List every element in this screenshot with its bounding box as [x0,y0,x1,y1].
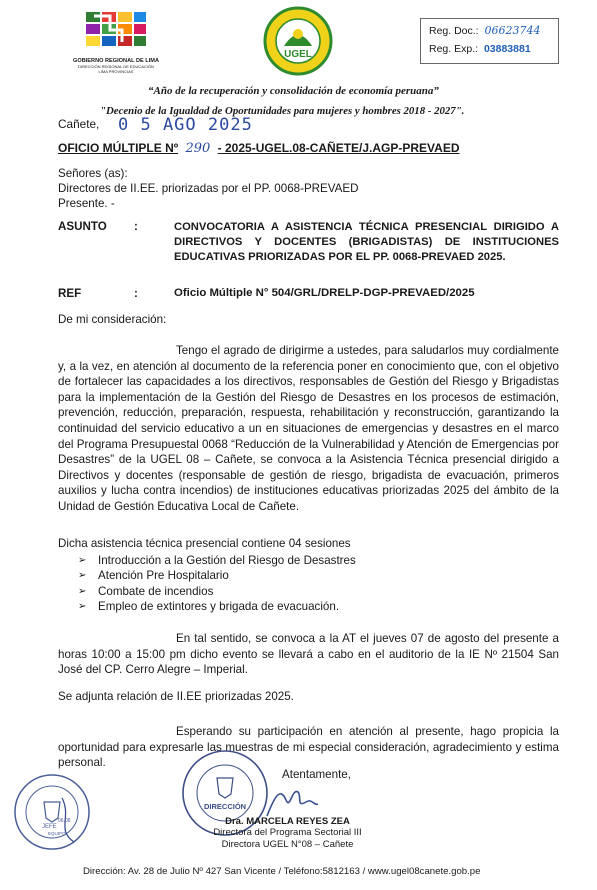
session-label: Empleo de extintores y brigada de evacuación. [98,600,340,614]
reg-doc-value: 06623744 [484,24,541,37]
signature-block [175,816,400,851]
sessions-list [78,553,356,615]
session-label: Introducción a la Gestión del Riesgo de Desastres [98,554,356,567]
ref-text: Oficio Múltiple N° 504/GRL/DRELP-DGP-PREVAED/2025 [174,287,475,299]
body-paragraph-3: Esperando su participación en atención al presente, hago propicia la oportunidad para expresarle las muestras de mi especial consideración, agradecimiento y estima personal. [58,725,559,770]
oficio-line [58,141,460,156]
body-paragraph-1: Tengo el agrado de dirigirme a ustedes, para saludarlos muy cordialmente y, a la vez, en atención al documento de la referencia poner en conocimiento que, con el objetivo de fortalecer las capacidades a los directivos, responsables de Gestión del Riesgo y Brigadistas para la implementación de la Gestión del Riesgo de Desastres en los procesos de estimación, prevención, reducción, preparación, respuesta, rehabilitación y reconstrucción, garantizando la continuidad del servicio educativo a un en situaciones de emergencias y desastres en el marco del Programa Presupuestal 0068 “Reducción de la Vulnerabilidad y Atención de Emergencias por Desastres” de la UGEL 08 – Cañete, se convoca a la Asistencia Técnica presencial dirigido a Directivos y docentes (responsable de gestión de riesgo, brigadista de evacuación, primeros auxilios y lucha contra incendios) de instituciones educativas priorizadas 2025 del ámbito de la Unidad de Gestión Educativa Local de Cañete. [58,344,559,513]
gob-sub1: DIRECCIÓN REGIONAL DE EDUCACIÓN [78,64,154,69]
reg-exp-label: Reg. Exp.: [429,43,479,55]
list-item [78,568,356,583]
year-name-line: “Año de la recuperación y consolidación de economía peruana” [148,85,439,97]
reg-doc-label: Reg. Doc.: [429,25,479,37]
session-label: Atención Pre Hospitalario [98,569,229,583]
oficio-suffix: - 2025-UGEL.08-CAÑETE/J.AGP-PREVAED [217,141,460,155]
arrow-bullet-icon: ➢ [78,555,87,566]
left-seal-date: 06.08 [58,818,71,824]
arrow-bullet-icon: ➢ [78,601,87,613]
sessions-intro: Dicha asistencia técnica presencial contiene 04 sesiones [58,537,351,550]
ref-label: REF [58,287,82,300]
signer-role-1: Directora del Programa Sectorial III [213,827,362,838]
date-stamp: 0 5 AGO 2025 [118,115,253,135]
gobierno-regional-logo [64,10,168,72]
oficio-number: 290 [185,141,211,156]
arrow-bullet-icon: ➢ [78,570,87,582]
decenio-line: "Decenio de la Igualdad de Oportunidades para mujeres y hombres 2018 - 2027". [100,105,465,117]
gob-sub2: LIMA PROVINCIAS [98,69,134,74]
oficio-prefix: OFICIO MÚLTIPLE Nº [58,141,179,155]
ugel-logo-text: UGEL [284,49,312,60]
body-paragraph-2: En tal sentido, se convoca a la AT el jueves 07 de agosto del presente a horas 10:00 a 15:00 pm dicho evento se llevará a cabo en el auditorio de la IE Nº 21504 San José del CP. Cerro Alegre – Imperial. [58,632,559,677]
asunto-label: ASUNTO [58,220,107,233]
ugel-logo [258,6,338,76]
gobierno-regional-emblem-icon [64,10,168,52]
list-item [78,599,356,614]
addressee-block [58,167,359,211]
left-visa-seal [12,772,92,852]
place: Cañete, [58,117,100,131]
attachment-note: Se adjunta relación de II.EE priorizadas 2025. [58,690,294,703]
ugel-seal-icon [258,6,338,76]
list-item [78,553,356,568]
asunto-text: CONVOCATORIA A ASISTENCIA TÉCNICA PRESENCIAL DIRIGIDO A DIRECTIVOS Y DOCENTES (BRIGADISTAS) DE INSTITUCIONES EDUCATIVAS PRIORIZADAS POR EL PP. 0068-PREVAED 2025. [174,221,559,264]
registration-box [420,18,559,64]
arrow-bullet-icon: ➢ [78,585,87,597]
ref-colon: : [134,287,138,300]
list-item [78,584,356,599]
closing: Atentamente, [282,768,351,781]
left-seal-small: EQUIPO [48,831,66,836]
asunto-colon: : [134,220,138,233]
addressee-presente: Presente. - [58,196,115,210]
seal-center-text: DIRECCIÓN [204,802,247,811]
signer-name: Dra. MARCELA REYES ZEA [225,816,350,827]
left-seal-center: JEFE [42,824,57,830]
footer-address: Dirección: Av. 28 de Julio Nº 427 San Vicente / Teléfono:5812163 / www.ugel08canete.gob.pe [83,866,481,877]
gob-title: GOBIERNO REGIONAL DE LIMA [73,58,159,64]
greeting: De mi consideración: [58,313,167,326]
reg-exp-value: 03883881 [483,43,531,55]
addressee-salutation: Señores (as): [58,167,128,180]
visa-seal-icon [12,772,92,852]
session-label: Combate de incendios [98,584,214,598]
signer-role-2: Directora UGEL N°08 – Cañete [221,839,354,850]
addressee-recipients: Directores de II.EE. priorizadas por el PP. 0068-PREVAED [58,181,359,195]
